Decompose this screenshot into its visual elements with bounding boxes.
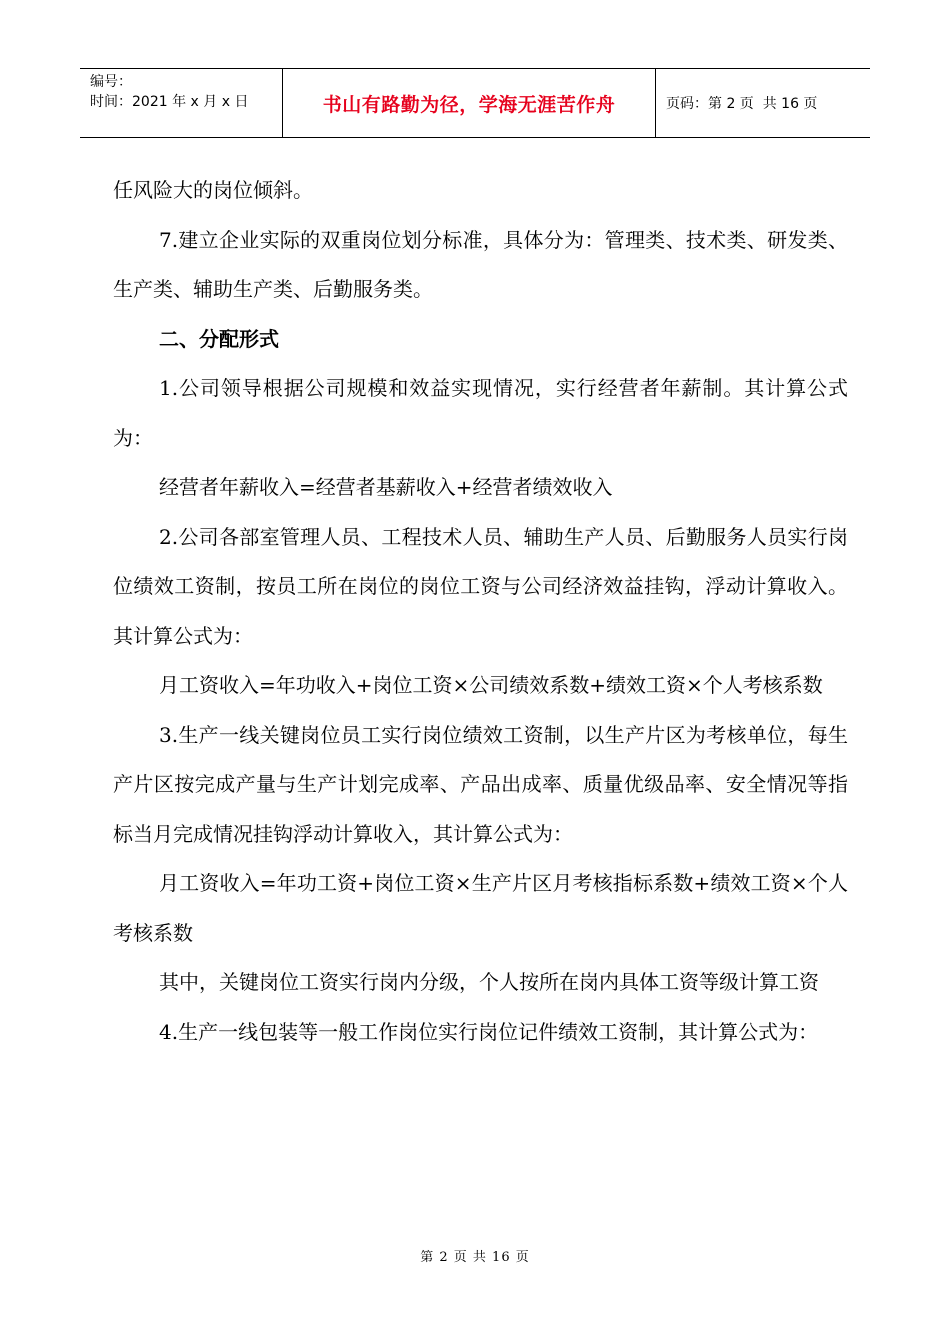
paragraph: 任风险大的岗位倾斜。 — [113, 178, 313, 202]
header-page-info — [656, 69, 870, 137]
formula-line: 月工资收入=年功工资+岗位工资×生产片区月考核指标系数+绩效工资×个人考核系数 — [113, 871, 848, 945]
paragraph: 其中，关键岗位工资实行岗内分级，个人按所在岗内具体工资等级计算工资 — [159, 970, 819, 994]
paragraph: 4.生产一线包装等一般工作岗位实行岗位记件绩效工资制，其计算公式为： — [159, 1019, 819, 1044]
paragraph: 7.建立企业实际的双重岗位划分标准，具体分为：管理类、技术类、研发类、生产类、辅助生产类、后勤服务类。 — [113, 227, 848, 301]
paragraph: 2.公司各部室管理人员、工程技术人员、辅助生产人员、后勤服务人员实行岗位绩效工资制，按员工所在岗位的岗位工资与公司经济效益挂钩，浮动计算收入。其计算公式为： — [113, 524, 848, 648]
formula-line: 月工资收入=年功收入+岗位工资×公司绩效系数+绩效工资×个人考核系数 — [159, 673, 823, 697]
footer-page-number: 第 2 页 共 16 页 — [420, 1250, 530, 1265]
paragraph: 1.公司领导根据公司规模和效益实现情况，实行经营者年薪制。其计算公式为： — [113, 376, 848, 450]
header-motto: 书山有路勤为径，学海无涯苦作舟 — [282, 69, 656, 137]
header-meta — [80, 69, 282, 137]
document-number-label: 编号： — [90, 74, 132, 90]
header-page-info-text: 页码：第 2 页 共 16 页 — [666, 96, 818, 112]
formula-line: 经营者年薪收入=经营者基薪收入+经营者绩效收入 — [159, 475, 613, 499]
document-body — [113, 166, 848, 1057]
section-heading: 二、分配形式 — [159, 326, 279, 351]
document-time-label: 时间：2021 年 x 月 x 日 — [90, 94, 249, 110]
page-header — [80, 68, 870, 138]
paragraph: 3.生产一线关键岗位员工实行岗位绩效工资制，以生产片区为考核单位，每生产片区按完成产量与生产计划完成率、产品出成率、质量优级品率、安全情况等指标当月完成情况挂钩浮动计算收入，其计算公式为： — [113, 722, 848, 846]
page-footer — [0, 1246, 950, 1265]
